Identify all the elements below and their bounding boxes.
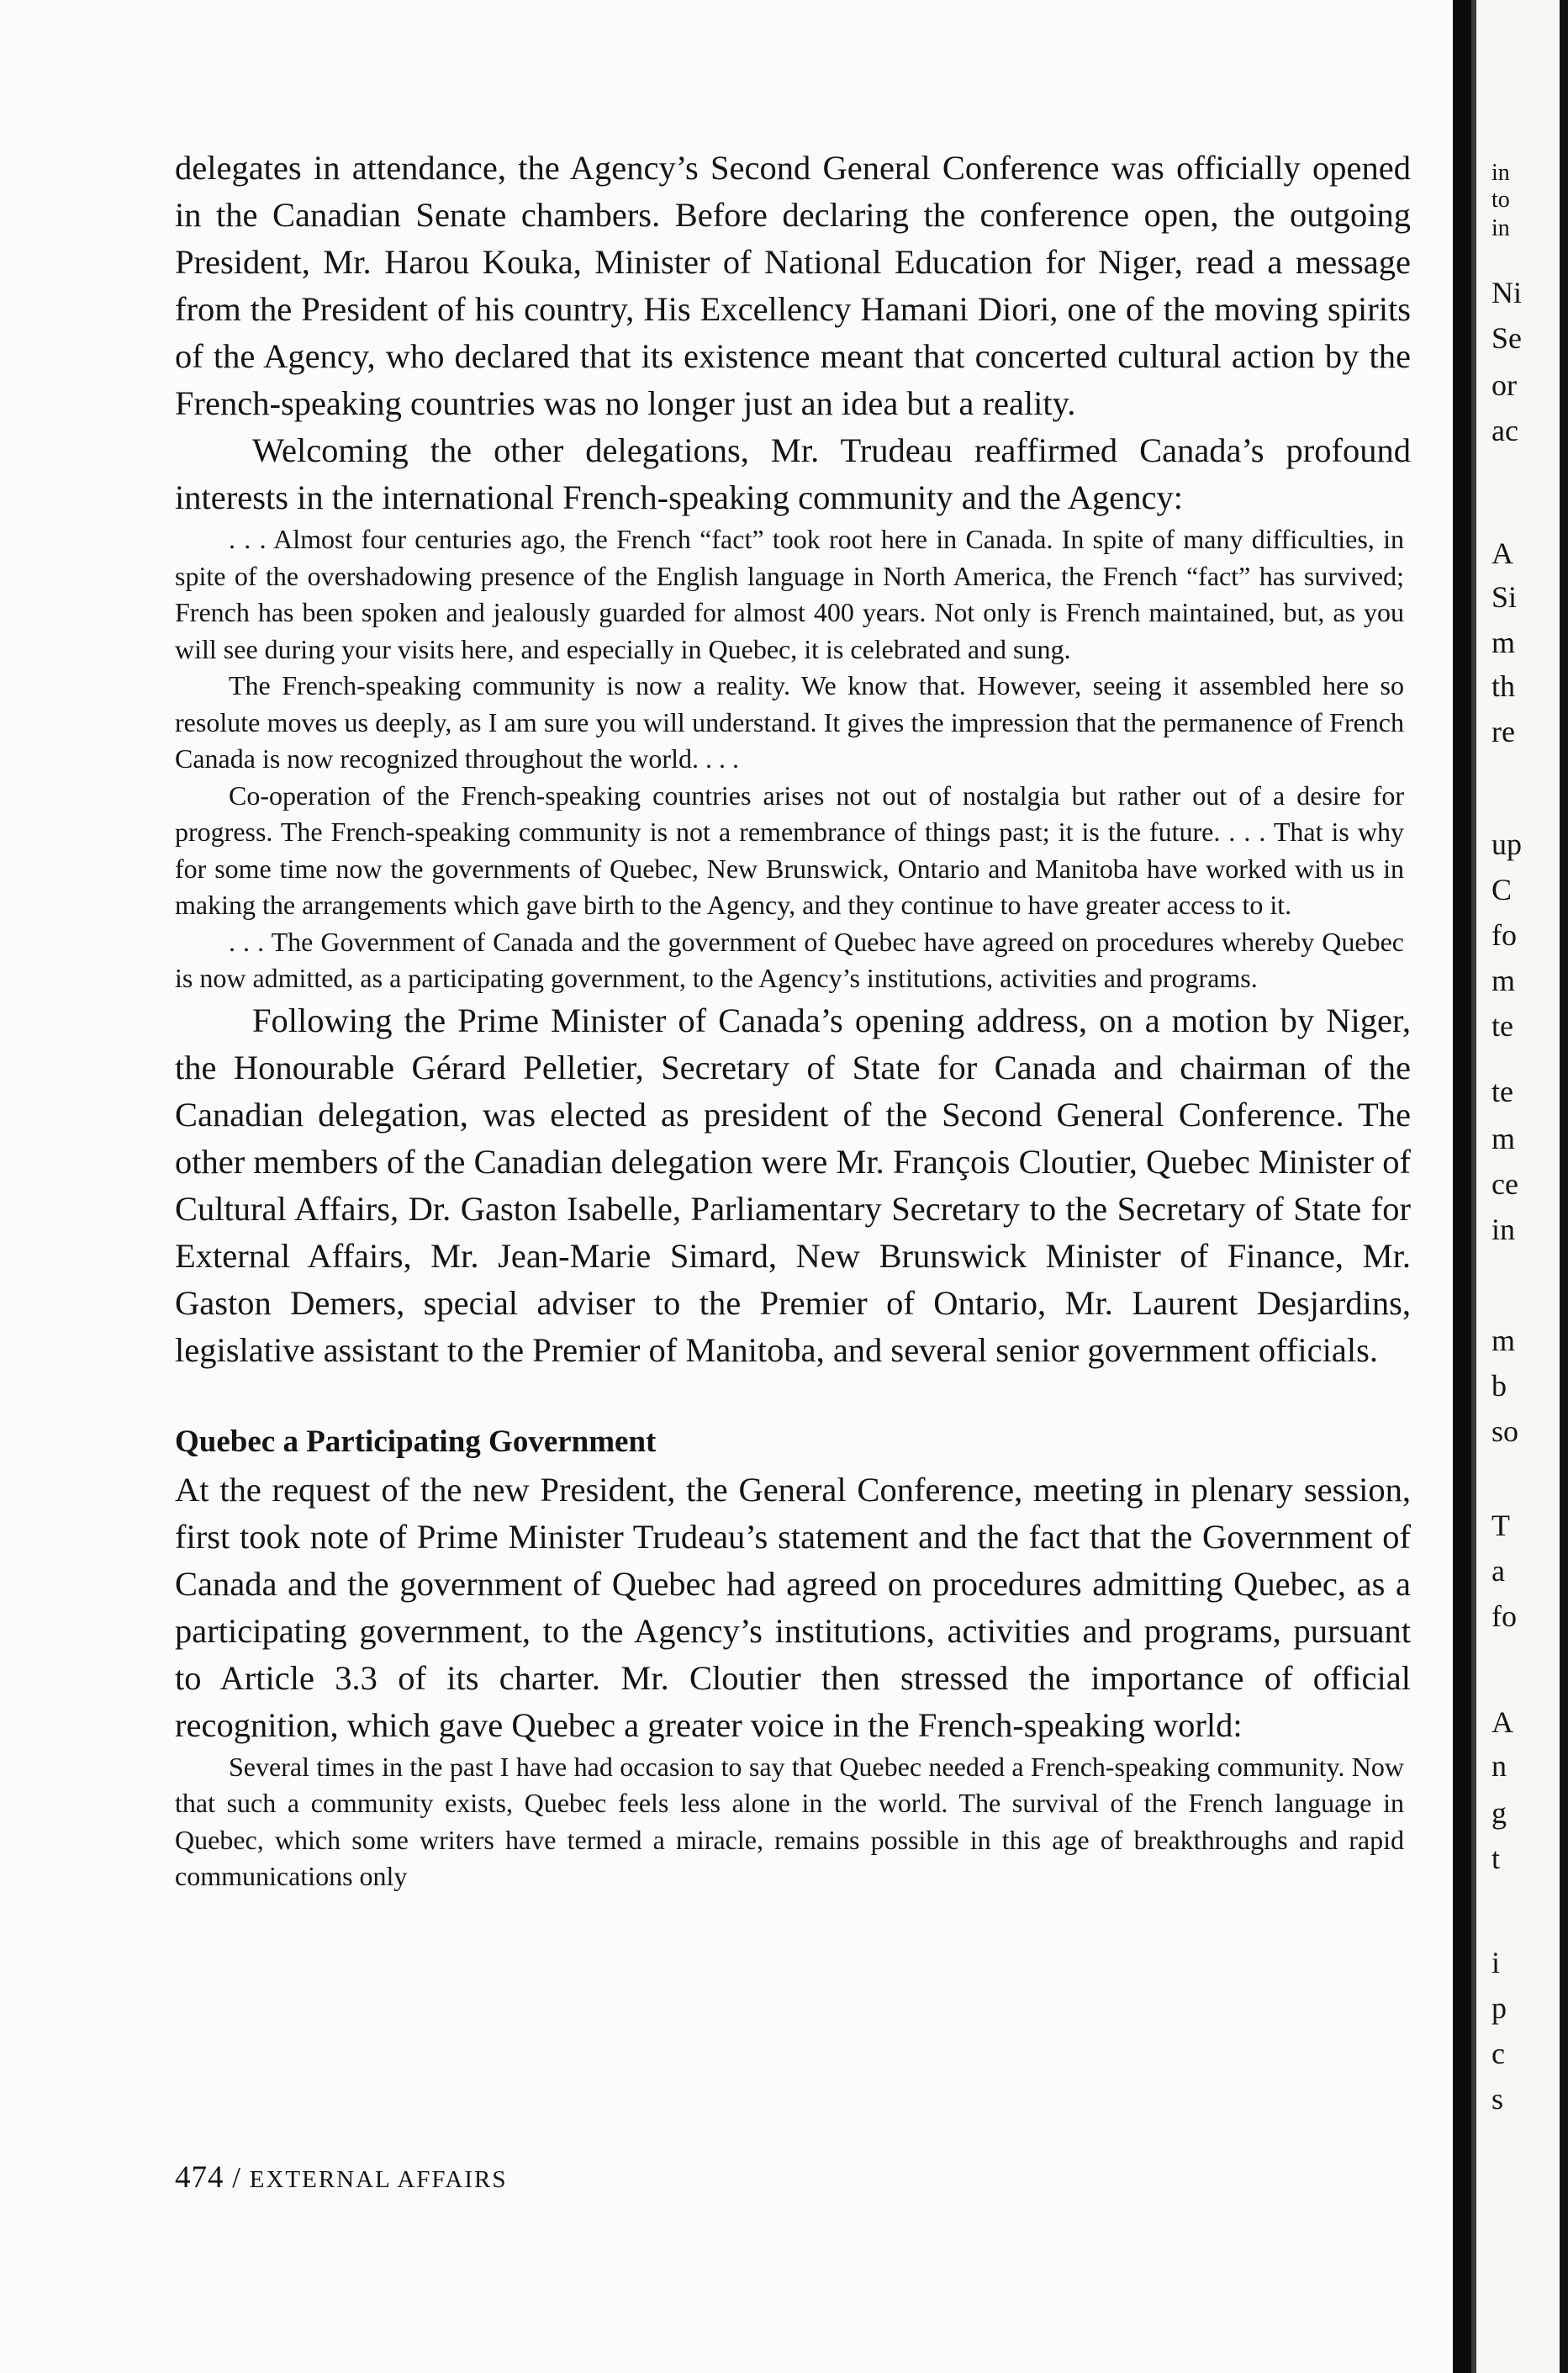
adjacent-page-fragment: A (1491, 1705, 1513, 1739)
adjacent-page-fragment: fo (1491, 1599, 1517, 1633)
paragraph-3: Following the Prime Minister of Canada’s opening address, on a motion by Niger, the Honourable Gérard Pelletier, Secretary of State for Canada and chairman of the Canadian delegation, was elected as president of the Second General Conference. The other members of the Canadian delegation were Mr. François Cloutier, Quebec Minister of Cultural Affairs, Dr. Gaston Isabelle, Parliamentary Secretary to the Secretary of State for External Affairs, Mr. Jean-Marie Simard, New Brunswick Minister of Finance, Mr. Gaston Demers, special adviser to the Premier of Ontario, Mr. Laurent Desjardins, legislative assistant to the Premier of Manitoba, and several senior government officials. (175, 1001, 1411, 1369)
adjacent-page-fragment: Ni (1491, 276, 1522, 309)
footer-separator: / (232, 2161, 241, 2194)
page-footer (175, 2159, 507, 2196)
adjacent-page-fragment: m (1491, 626, 1516, 659)
adjacent-page-fragment: m (1491, 1324, 1516, 1357)
adjacent-page-fragment: up (1491, 827, 1522, 861)
adjacent-page-fragment: fo (1491, 918, 1517, 952)
adjacent-page-fragment: m (1491, 1122, 1516, 1155)
running-title: EXTERNAL AFFAIRS (249, 2166, 508, 2193)
adjacent-page-fragment: in (1491, 160, 1510, 186)
adjacent-page-fragment: C (1491, 873, 1513, 906)
paragraph-4: At the request of the new President, the General Conference, meeting in plenary session, first took note of Prime Minister Trudeau’s statement and the fact that the Government of Canada and the government of Quebec had agreed on procedures admitting Quebec, as a participating government, to the Agency’s institutions, activities and programs, pursuant to Article 3.3 of its charter. Mr. Cloutier then stressed the importance of official recognition, which gave Quebec a greater voice in the French-speaking world: (175, 1470, 1411, 1744)
adjacent-page-fragment: te (1491, 1075, 1513, 1108)
adjacent-page-fragment: T (1491, 1509, 1510, 1542)
quote-paragraph: Several times in the past I have had occasion to say that Quebec needed a French-speaking community. Now that such a community exists, Quebec feels less alone in the world. The survival of the French language in Quebec, which some writers have termed a miracle, remains possible in this age of breakthroughs and rapid communications only (175, 1751, 1404, 1891)
adjacent-page-fragment: in (1491, 1213, 1516, 1246)
adjacent-page-fragment: ac (1491, 414, 1518, 447)
adjacent-page-fragment: i (1491, 1946, 1501, 1979)
quote-paragraph: Co-operation of the French-speaking countries arises not out of nostalgia but rather out of a desire for progress. The French-speaking community is not a remembrance of things past; it is the future. . . . That is why for some time now the governments of Quebec, New Brunswick, Ontario and Manitoba have worked with us in making the arrangements which gave birth to the Agency, and they continue to have greater access to it. (175, 780, 1404, 920)
adjacent-page-fragment: Se (1491, 321, 1522, 355)
adjacent-page-fragment: so (1491, 1414, 1519, 1448)
adjacent-page-fragment: c (1491, 2037, 1505, 2070)
quote-paragraph: . . . The Government of Canada and the government of Quebec have agreed on procedures whereby Quebec is now admitted, as a participating government, to the Agency’s institutions, activities and programs. (175, 926, 1404, 993)
adjacent-page-fragment: te (1491, 1009, 1513, 1043)
adjacent-page-fragment: g (1491, 1796, 1507, 1830)
adjacent-page-fragment: in (1491, 215, 1510, 241)
adjacent-page-fragment: a (1491, 1554, 1505, 1588)
adjacent-page-fragment: p (1491, 1991, 1507, 2025)
paragraph-1: delegates in attendance, the Agency’s Second General Conference was officially opened in the Canadian Senate chambers. Before declaring the conference open, the outgoing President, Mr. Harou Kouka, Minister of National Education for Niger, read a message from the President of his country, His Excellency Hamani Diori, one of the moving spirits of the Agency, who declared that its existence meant that concerted cultural action by the French-speaking countries was no longer just an idea but a reality. (175, 149, 1411, 422)
adjacent-page-fragment: to (1491, 187, 1510, 213)
adjacent-page-fragment: t (1491, 1842, 1501, 1875)
page-edge (1560, 0, 1568, 2373)
adjacent-page-fragment: ce (1491, 1167, 1518, 1201)
text-column (175, 145, 1411, 1895)
adjacent-page-fragment: Si (1491, 580, 1518, 614)
adjacent-page-fragment: b (1491, 1369, 1507, 1403)
book-gutter (1453, 0, 1471, 2373)
quote-paragraph: The French-speaking community is now a reality. We know that. However, seeing it assembled here so resolute moves us deeply, as I am sure you will understand. It gives the impression that the permanence of French Canada is now recognized throughout the world. . . . (175, 670, 1404, 774)
adjacent-page-fragment: re (1491, 715, 1515, 748)
page-number: 474 (175, 2160, 224, 2195)
adjacent-page-fragment: m (1491, 964, 1516, 997)
section-heading: Quebec a Participating Government (175, 1424, 657, 1459)
paragraph-2: Welcoming the other delegations, Mr. Trudeau reaffirmed Canada’s profound interests in the international French-speaking community and the Agency: (175, 431, 1411, 516)
adjacent-page-fragment: th (1491, 669, 1516, 703)
adjacent-page-fragment: n (1491, 1749, 1507, 1783)
adjacent-page-fragment: A (1491, 536, 1513, 570)
adjacent-page-fragment: or (1491, 368, 1517, 402)
quote-paragraph: . . . Almost four centuries ago, the French “fact” took root here in Canada. In spite of many difficulties, in spite of the overshadowing presence of the English language in North America, the French “fact” has survived; French has been spoken and jealously guarded for almost 400 years. Not only is French maintained, but, as you will see during your visits here, and especially in Quebec, it is celebrated and sung. (175, 524, 1404, 664)
adjacent-page (1476, 0, 1568, 2373)
adjacent-page-fragment: s (1491, 2082, 1504, 2116)
